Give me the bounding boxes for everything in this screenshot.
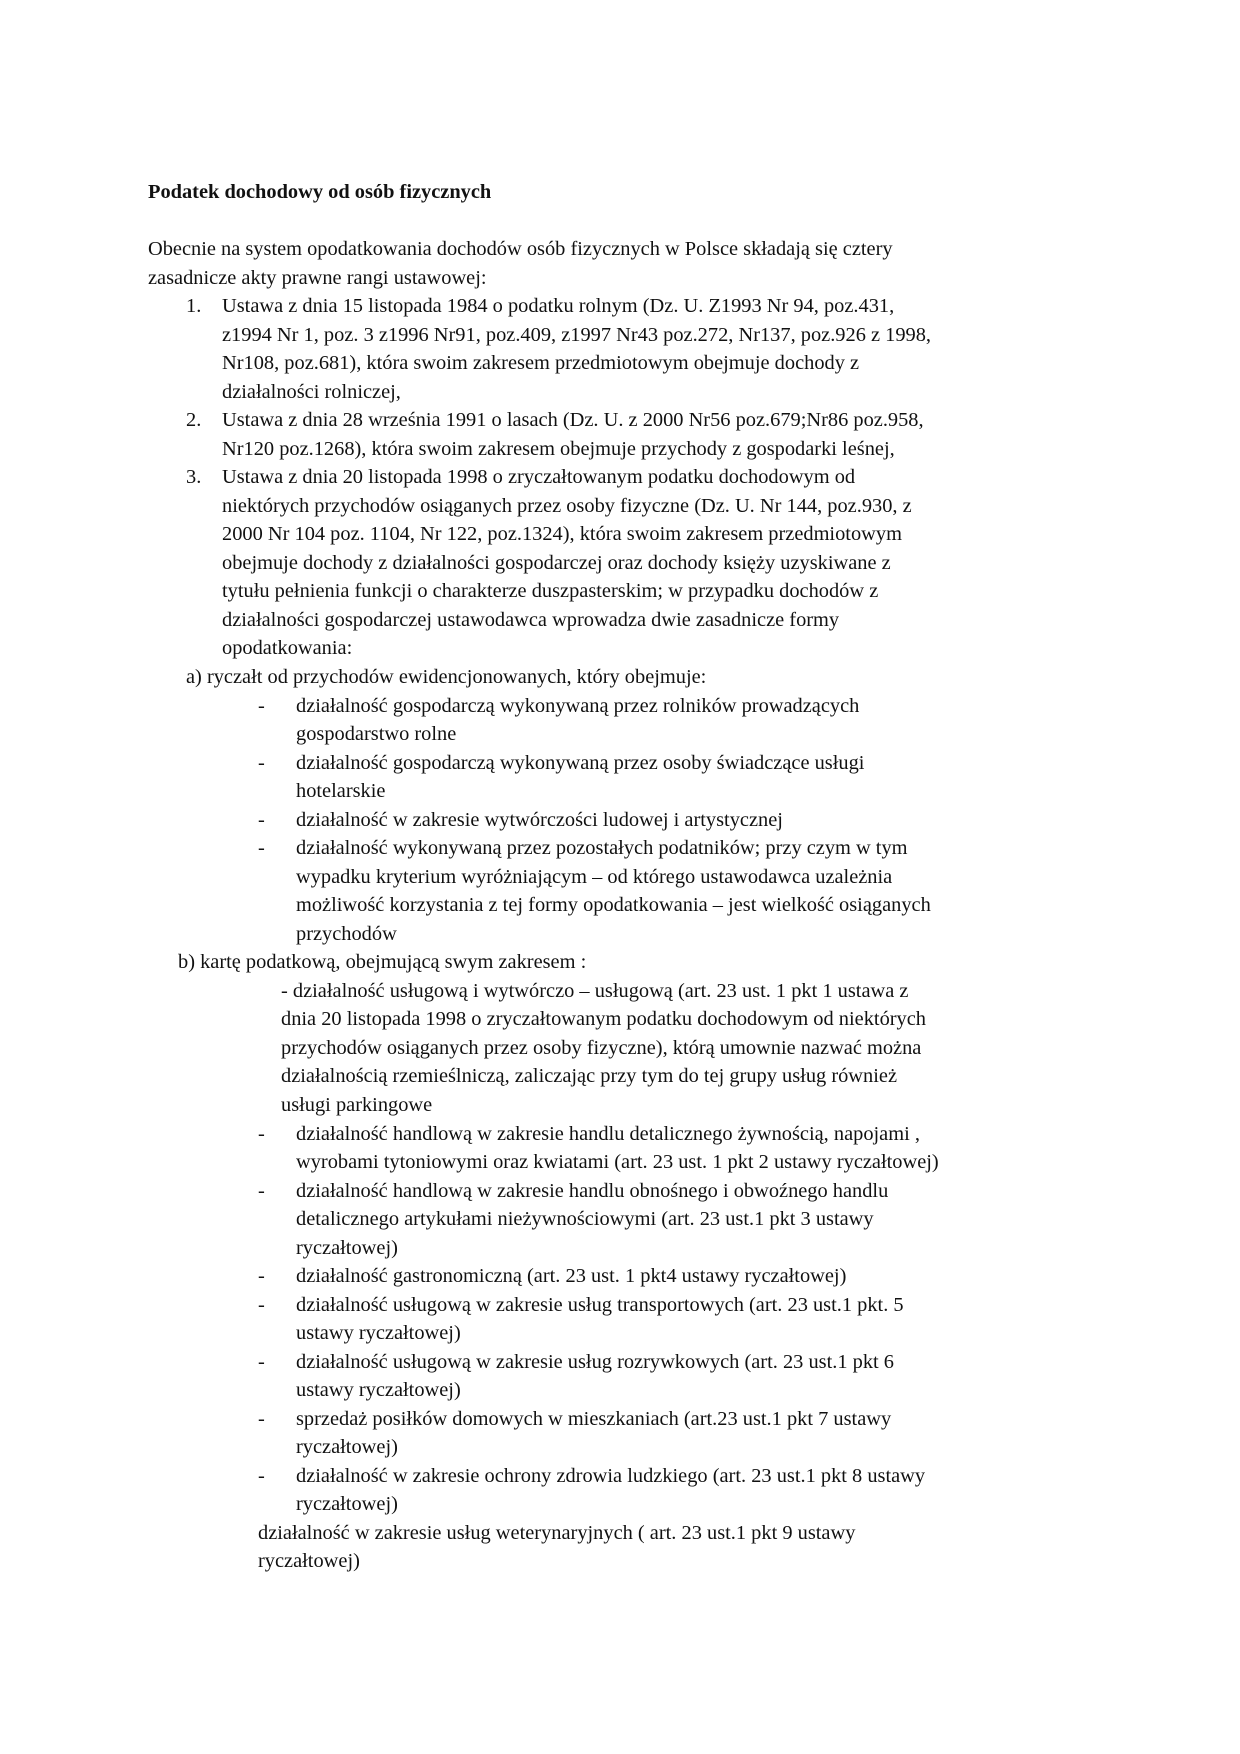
bullet-line: działalność handlową w zakresie handlu detalicznego żywnością, napojami , — [296, 1123, 920, 1145]
list-number: 1. — [186, 295, 202, 317]
list-item-line: obejmuje dochody z działalności gospodarczej oraz dochody księży uzyskiwane z — [222, 552, 891, 574]
bullet-line: ryczałtowej) — [296, 1237, 398, 1259]
list-item-line: Ustawa z dnia 28 września 1991 o lasach (Dz. U. z 2000 Nr56 poz.679;Nr86 poz.958, — [222, 409, 924, 431]
dash-bullet: - — [258, 1123, 265, 1145]
dash-bullet: - — [258, 809, 265, 831]
bullet-line: ryczałtowej) — [296, 1493, 398, 1515]
bullet-line: ustawy ryczałtowej) — [296, 1379, 461, 1401]
bullet-line: działalność usługową w zakresie usług rozrywkowych (art. 23 ust.1 pkt 6 — [296, 1351, 894, 1373]
list-number: 3. — [186, 466, 202, 488]
dash-bullet: - — [258, 752, 265, 774]
bullet-line: działalność gospodarczą wykonywaną przez rolników prowadzących — [296, 695, 860, 717]
list-number: 2. — [186, 409, 202, 431]
bullet-line: detalicznego artykułami nieżywnościowymi (art. 23 ust.1 pkt 3 ustawy — [296, 1208, 874, 1230]
list-item-line: działalności gospodarczej ustawodawca wprowadza dwie zasadnicze formy — [222, 609, 840, 631]
section-a-heading: a) ryczałt od przychodów ewidencjonowanych, który obejmuje: — [186, 666, 707, 688]
dash-bullet: - — [258, 1180, 265, 1202]
bullet-line: wypadku kryterium wyróżniającym – od którego ustawodawca uzależnia — [296, 866, 893, 888]
dash-bullet: - — [258, 1265, 265, 1287]
bullet-line: działalność gospodarczą wykonywaną przez osoby świadczące usługi — [296, 752, 865, 774]
bullet-line: działalność handlową w zakresie handlu obnośnego i obwoźnego handlu — [296, 1180, 889, 1202]
dash-bullet: - — [258, 1465, 265, 1487]
dash-bullet: - — [258, 1408, 265, 1430]
bullet-line: działalność gastronomiczną (art. 23 ust. 1 pkt4 ustawy ryczałtowej) — [296, 1265, 847, 1287]
document-title: Podatek dochodowy od osób fizycznych — [148, 181, 492, 203]
bullet-line: działalność w zakresie ochrony zdrowia ludzkiego (art. 23 ust.1 pkt 8 ustawy — [296, 1465, 926, 1487]
dash-bullet: - — [258, 1294, 265, 1316]
list-item-line: Nr120 poz.1268), która swoim zakresem obejmuje przychody z gospodarki leśnej, — [222, 438, 895, 460]
list-item-line: opodatkowania: — [222, 637, 353, 659]
dash-bullet: - — [258, 1351, 265, 1373]
intro-line: Obecnie na system opodatkowania dochodów osób fizycznych w Polsce składają się cztery — [148, 238, 893, 260]
bullet-line: działalność usługową w zakresie usług transportowych (art. 23 ust.1 pkt. 5 — [296, 1294, 904, 1316]
dash-bullet: - — [258, 695, 265, 717]
bullet-line: ryczałtowej) — [296, 1436, 398, 1458]
section-b-heading: b) kartę podatkową, obejmującą swym zakresem : — [178, 951, 587, 973]
list-item-line: niektórych przychodów osiąganych przez osoby fizyczne (Dz. U. Nr 144, poz.930, z — [222, 495, 912, 517]
bullet-line: gospodarstwo rolne — [296, 723, 457, 745]
list-item-line: tytułu pełnienia funkcji o charakterze duszpasterskim; w przypadku dochodów z — [222, 580, 879, 602]
trailing-paragraph-line: ryczałtowej) — [258, 1550, 360, 1572]
dash-bullet: - — [258, 837, 265, 859]
bullet-line: przychodów osiąganych przez osoby fizyczne), którą umownie nazwać można — [281, 1037, 922, 1059]
bullet-line: sprzedaż posiłków domowych w mieszkaniach (art.23 ust.1 pkt 7 ustawy — [296, 1408, 892, 1430]
list-item-line: Ustawa z dnia 15 listopada 1984 o podatku rolnym (Dz. U. Z1993 Nr 94, poz.431, — [222, 295, 895, 317]
bullet-line: możliwość korzystania z tej formy opodatkowania – jest wielkość osiąganych — [296, 894, 931, 916]
bullet-line: dnia 20 listopada 1998 o zryczałtowanym podatku dochodowym od niektórych — [281, 1008, 926, 1030]
bullet-line: ustawy ryczałtowej) — [296, 1322, 461, 1344]
intro-line: zasadnicze akty prawne rangi ustawowej: — [148, 267, 487, 289]
bullet-line: - działalność usługową i wytwórczo – usługową (art. 23 ust. 1 pkt 1 ustawa z — [281, 980, 909, 1002]
bullet-line: działalność w zakresie wytwórczości ludowej i artystycznej — [296, 809, 783, 831]
bullet-line: hotelarskie — [296, 780, 386, 802]
list-item-line: działalności rolniczej, — [222, 381, 401, 403]
bullet-line: usługi parkingowe — [281, 1094, 433, 1116]
list-item-line: Ustawa z dnia 20 listopada 1998 o zryczałtowanym podatku dochodowym od — [222, 466, 856, 488]
trailing-paragraph-line: działalność w zakresie usług weterynaryjnych ( art. 23 ust.1 pkt 9 ustawy — [258, 1522, 856, 1544]
list-item-line: z1994 Nr 1, poz. 3 z1996 Nr91, poz.409, z1997 Nr43 poz.272, Nr137, poz.926 z 1998, — [222, 324, 932, 346]
bullet-line: działalność wykonywaną przez pozostałych podatników; przy czym w tym — [296, 837, 908, 859]
bullet-line: przychodów — [296, 923, 397, 945]
bullet-line: działalnością rzemieślniczą, zaliczając przy tym do tej grupy usług również — [281, 1065, 897, 1087]
list-item-line: 2000 Nr 104 poz. 1104, Nr 122, poz.1324), która swoim zakresem przedmiotowym — [222, 523, 902, 545]
bullet-line: wyrobami tytoniowymi oraz kwiatami (art. 23 ust. 1 pkt 2 ustawy ryczałtowej) — [296, 1151, 939, 1173]
list-item-line: Nr108, poz.681), która swoim zakresem przedmiotowym obejmuje dochody z — [222, 352, 860, 374]
